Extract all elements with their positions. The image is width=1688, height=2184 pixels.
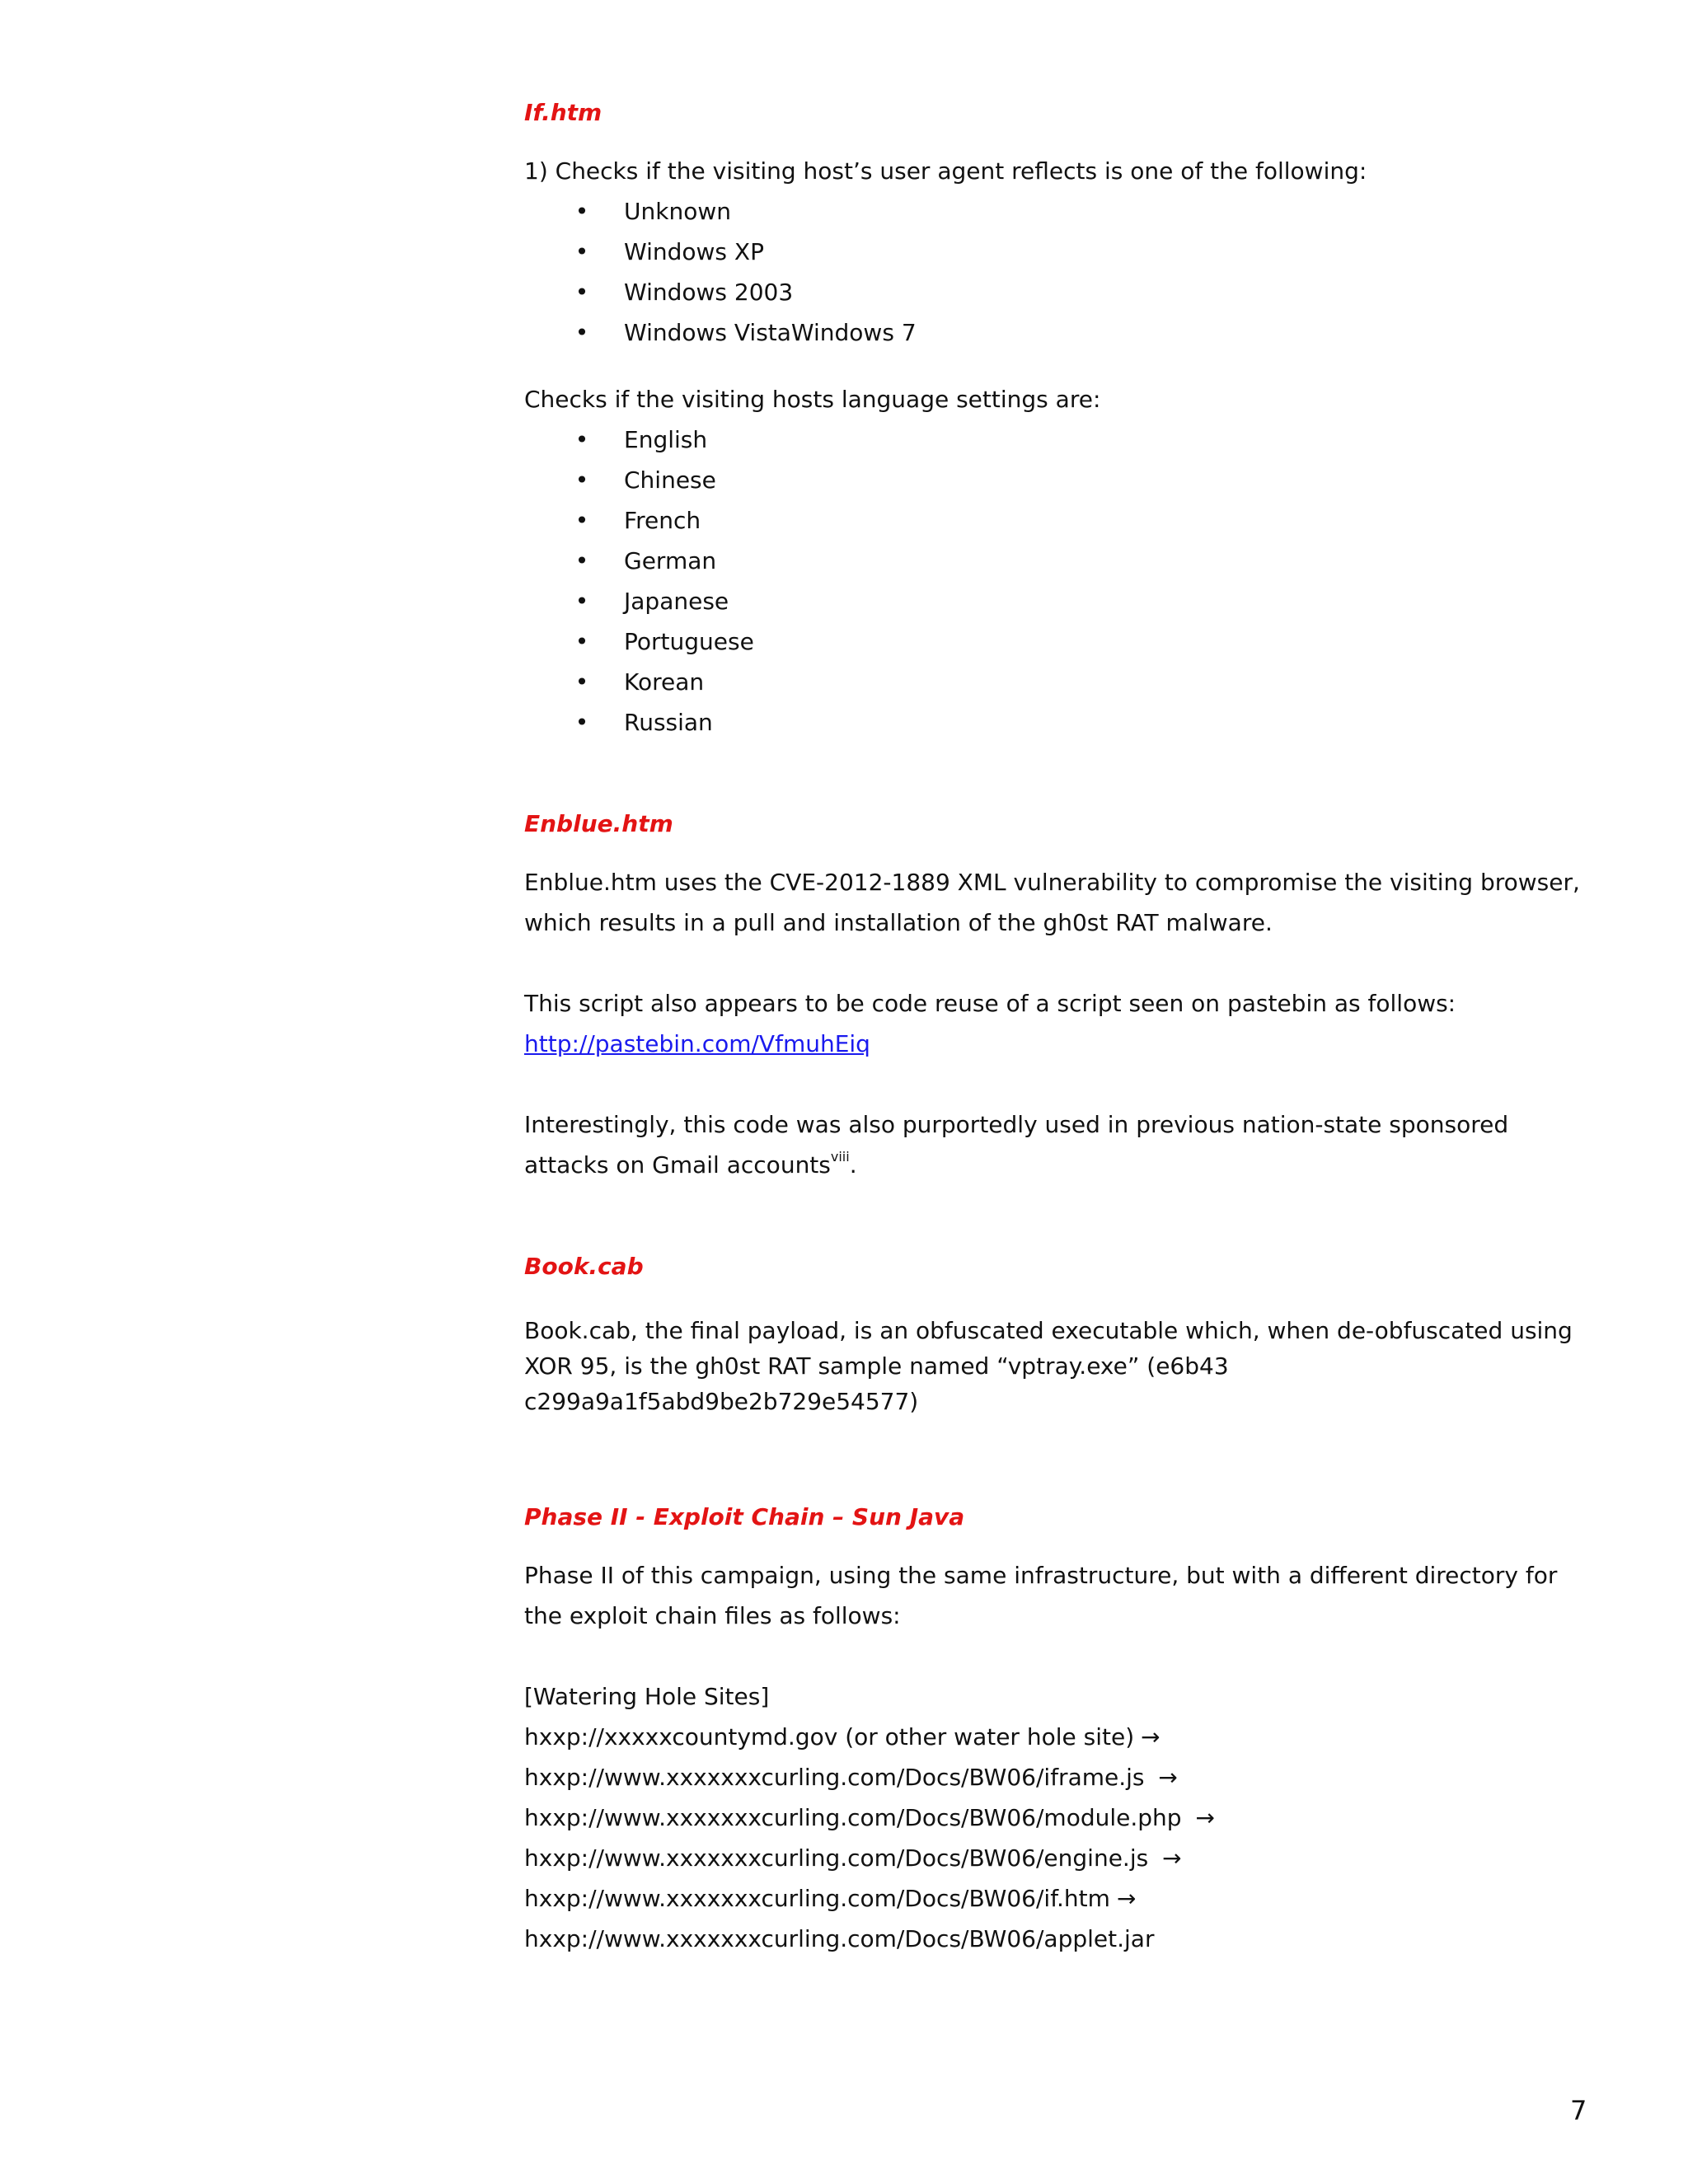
bullet-icon: •: [574, 547, 589, 574]
pastebin-link[interactable]: http://pastebin.com/VfmuhEiq: [524, 1030, 870, 1057]
footnote-marker: viii: [830, 1148, 850, 1165]
bullet-icon: •: [574, 588, 589, 615]
watering-hole-label: [Watering Hole Sites]: [524, 1683, 770, 1710]
list-item: • Russian: [524, 702, 1587, 743]
bullet-icon: •: [574, 319, 589, 346]
pastebin-link-line: [524, 1024, 1587, 1064]
section-heading-bookcab: Book.cab: [524, 1253, 644, 1280]
chain-row: hxxp://www.xxxxxxxcurling.com/Docs/BW06/engine.js →: [524, 1844, 1182, 1872]
list-item: • French: [524, 500, 1587, 541]
lang-intro: Checks if the visiting hosts language settings are:: [524, 386, 1101, 413]
bullet-icon: •: [574, 466, 589, 494]
list-item: • English: [524, 419, 1587, 460]
ifhtm-intro: 1) Checks if the visiting host’s user agent reflects is one of the following:: [524, 157, 1367, 185]
chain-row: hxxp://www.xxxxxxxcurling.com/Docs/BW06/applet.jar: [524, 1925, 1155, 1952]
phase2-para: Phase II of this campaign, using the same infrastructure, but with a different directory for the exploit chain files as follows:: [524, 1562, 1558, 1629]
page-number: 7: [1570, 2095, 1587, 2126]
list-item: • German: [524, 541, 1587, 581]
section-heading-phase2: Phase II - Exploit Chain – Sun Java: [524, 1503, 965, 1530]
chain-row: hxxp://www.xxxxxxxcurling.com/Docs/BW06/if.htm →: [524, 1885, 1137, 1912]
section-ifhtm: [524, 92, 1587, 743]
page-content: [524, 92, 1587, 1959]
list-item: • Windows 2003: [524, 272, 1587, 312]
chain-row: hxxp://www.xxxxxxxcurling.com/Docs/BW06/iframe.js →: [524, 1764, 1178, 1791]
chain-row: hxxp://www.xxxxxxxcurling.com/Docs/BW06/module.php →: [524, 1804, 1215, 1831]
enblue-para-1: Enblue.htm uses the CVE-2012-1889 XML vulnerability to compromise the visiting browser, which results in a pull and installation of the gh0st RAT malware.: [524, 869, 1580, 936]
section-heading-enblue: Enblue.htm: [524, 810, 673, 837]
enblue-para-3: Interestingly, this code was also purportedly used in previous nation-state sponsored attacks on Gmail accounts$^{viii}$.: [524, 1111, 1509, 1179]
bullet-icon: •: [574, 628, 589, 655]
language-list: [524, 419, 1587, 743]
bullet-icon: •: [574, 668, 589, 696]
section-heading-ifhtm: If.htm: [524, 99, 603, 126]
os-list: [524, 191, 1587, 353]
list-item: • Korean: [524, 662, 1587, 702]
arrow-right-icon: →: [1162, 1844, 1182, 1872]
chain-row: hxxp://xxxxxcountymd.gov (or other water hole site) →: [524, 1723, 1160, 1750]
section-bookcab: [524, 1246, 1587, 1419]
section-phase2: [524, 1497, 1587, 1959]
bullet-icon: •: [574, 507, 589, 534]
bullet-icon: •: [574, 238, 589, 265]
list-item: • Windows XP: [524, 232, 1587, 272]
arrow-right-icon: →: [1195, 1804, 1215, 1831]
list-item: • Japanese: [524, 581, 1587, 621]
section-enblue: [524, 804, 1587, 1185]
arrow-right-icon: →: [1141, 1723, 1160, 1750]
list-item: • Chinese: [524, 460, 1587, 500]
arrow-right-icon: →: [1158, 1764, 1178, 1791]
bookcab-para: Book.cab, the final payload, is an obfuscated executable which, when de-obfuscated using XOR 95, is the gh0st RAT sample named “vptray.exe” (e6b43 c299a9a1f5abd9be2b729e54577): [524, 1317, 1573, 1415]
bullet-icon: •: [574, 426, 589, 453]
exploit-chain-list: [524, 1717, 1587, 1959]
arrow-right-icon: →: [1116, 1885, 1137, 1912]
bullet-icon: •: [574, 709, 589, 736]
list-item: • Portuguese: [524, 621, 1587, 662]
bullet-icon: •: [574, 279, 589, 306]
enblue-para-2: This script also appears to be code reuse of a script seen on pastebin as follows:: [524, 990, 1456, 1017]
list-item: • Windows VistaWindows 7: [524, 312, 1587, 353]
bullet-icon: •: [574, 198, 589, 225]
list-item: • Unknown: [524, 191, 1587, 232]
